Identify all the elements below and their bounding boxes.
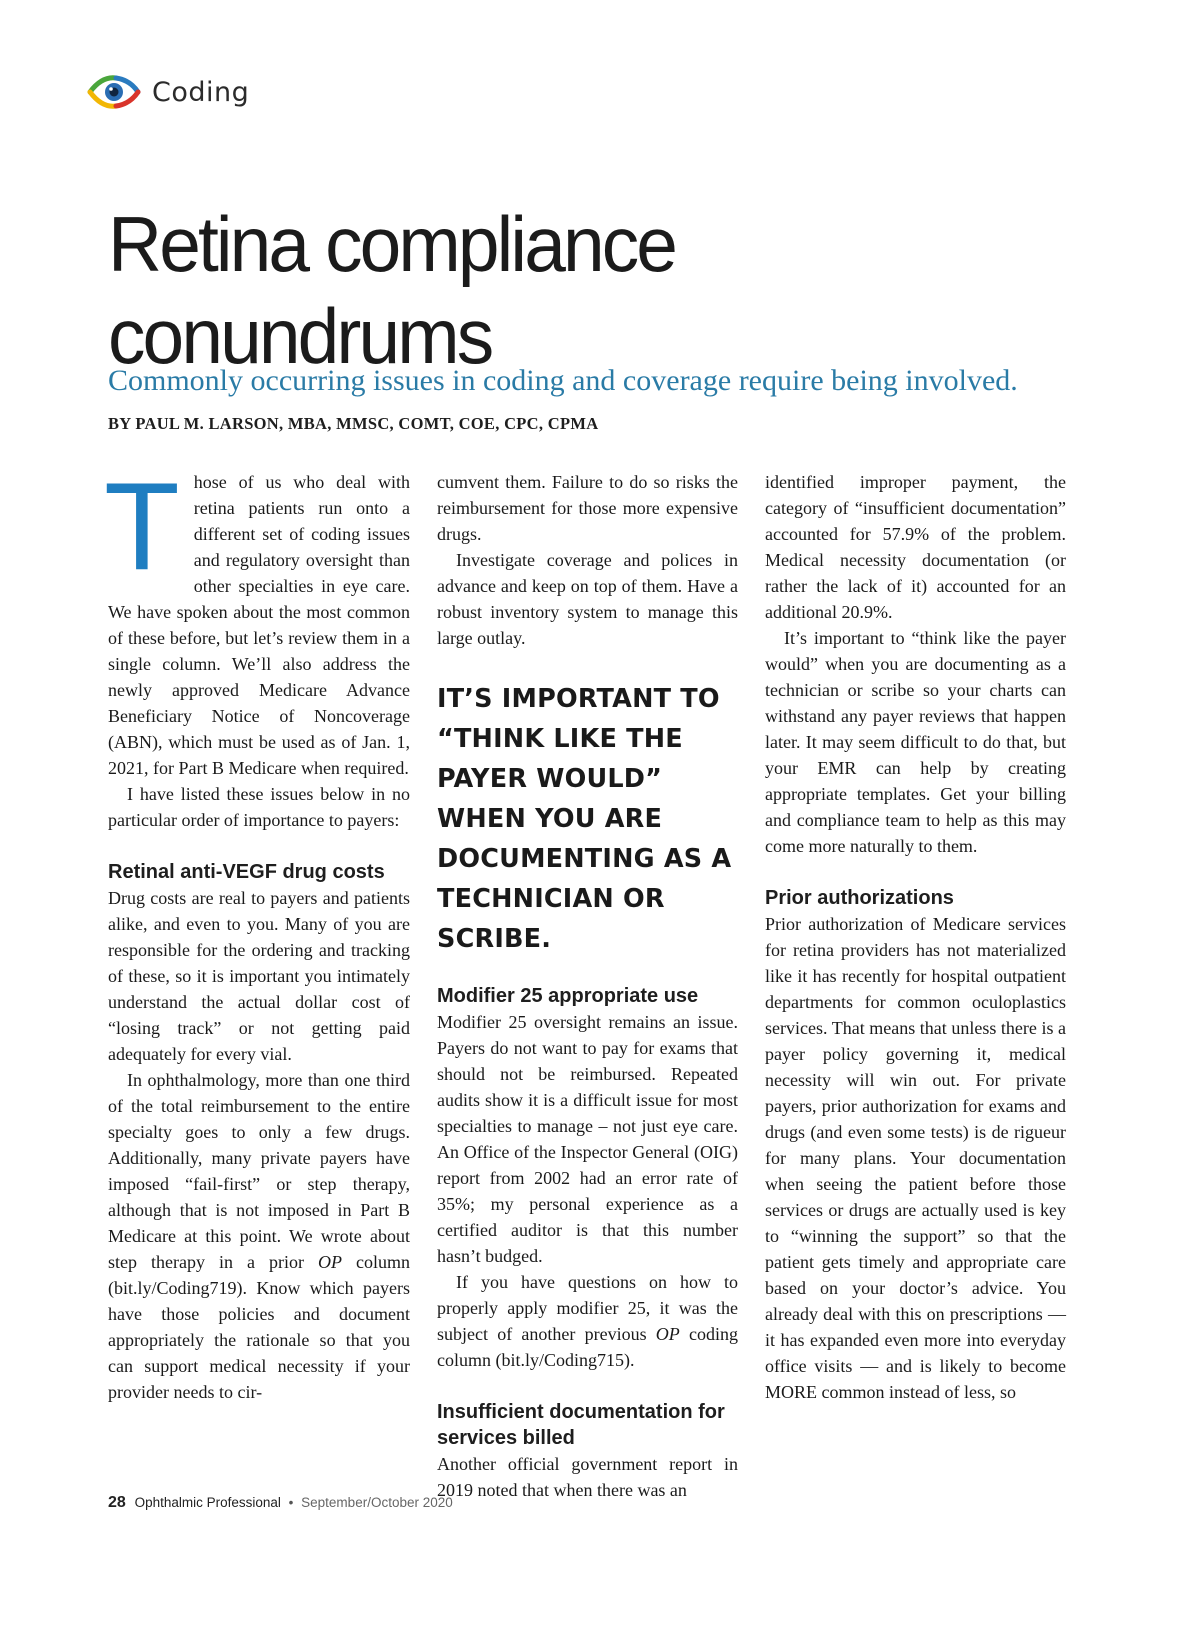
section-heading: Insufficient documentation for services billed [437,1401,725,1449]
intro-paragraph [104,458,410,781]
paragraph: identified improper payment, the category of “insufficient documentation” accounted for 57.9% of the problem. Medical necessity documentation (or rather the lack of it) accounted for an additional 20.9%. [765,472,1066,622]
section-heading: Retinal anti-VEGF drug costs [108,861,385,883]
pull-quote: IT’S IMPORTANT TO “THINK LIKE THE PAYER WOULD” WHEN YOU ARE DOCUMENTING AS A TECHNICIAN OR SCRIBE. [437,684,732,954]
column-2 [437,469,738,1503]
column-1 [104,458,410,1405]
article-title [108,198,972,382]
intro-text: hose of us who deal with retina patients run onto a different set of coding issues and regulatory oversight than other specialties in eye care. We have spoken about the most common of these before, but let’s review them in a single column. We’ll also address the newly approved Medicare Advance Beneficiary Notice of Noncoverage (ABN), which must be used as of Jan. 1, 2021, for Part B Medicare when required. [108,472,410,778]
paragraph: Another official government report in 2019 noted that when there was an [437,1454,738,1500]
issue-date: September/October 2020 [301,1495,453,1510]
paragraph: Investigate coverage and polices in advance and keep on top of them. Have a robust inventory system to manage this large outlay. [437,550,738,648]
paragraph: Drug costs are real to payers and patients alike, and even to you. Many of you are responsible for the ordering and tracking of these, so it is important you intimately understand the actual dollar cost of “losing track” or not getting paid adequately for every vial. [108,888,410,1064]
section-heading: Modifier 25 appropriate use [437,985,699,1007]
publication-abbrev: OP [318,1252,342,1272]
title-line-1: Retina compliance [108,200,676,288]
paragraph [108,1067,410,1405]
article-subtitle: Commonly occurring issues in coding and coverage require being involved. [108,364,1018,397]
column-3 [765,469,1066,1405]
paragraph: It’s important to “think like the payer would” when you are documenting as a technician or scribe so your charts can withstand any payer reviews that happen later. It may seem difficult to do that, but your EMR can help by creating appropriate templates. Get your billing and compliance team to help as this may come more naturally to them. [765,628,1066,856]
publication-abbrev: OP [655,1324,680,1344]
paragraph: Modifier 25 oversight remains an issue. Payers do not want to pay for exams that should not be reimbursed. Repeated audits show it is a difficult issue for most specialties to manage – not just eye care. An Office of the Inspector General (OIG) report from 2002 had an error rate of 35%; my personal experience as a certified auditor is that this number hasn’t budged. [437,1012,738,1266]
drop-cap: T [104,458,180,596]
paragraph-text: coding column (bit.ly/Coding715). [437,1324,738,1370]
paragraph: Prior authorization of Medicare services for retina providers has not materialized like it has recently for hospital outpatient departments for common oculoplastics services. That means that unless there is a payer policy governing it, medical necessity will win out. For private payers, prior authorization for exams and drugs (and even some tests) is de rigueur for many plans. Your documentation when seeing the patient before those services or drugs are actually used is key to “winning the support” so that the patient gets timely and appropriate care based on your doctor’s advice. You already deal with this on prescriptions — it has expanded even more into everyday office visits — and is likely to become MORE common instead of less, so [765,914,1066,1402]
paragraph [437,1269,738,1373]
eye-icon [86,72,142,112]
page-footer [108,1494,453,1512]
paragraph: I have listed these issues below in no particular order of importance to payers: [108,784,410,830]
section-label: Coding [152,76,250,108]
paragraph-text: If you have questions on how to properly apply modifier 25, it was the subject of another previous [437,1272,738,1344]
publication-name: Ophthalmic Professional [134,1495,281,1510]
paragraph-text: column (bit.ly/Coding719). Know which payers have those policies and document appropriately the rationale so that you can support medical necessity if your provider needs to cir- [108,1252,410,1402]
title-line-2: conundrums [108,292,492,380]
page-number: 28 [108,1494,126,1511]
paragraph: cumvent them. Failure to do so risks the reimbursement for those more expensive drugs. [437,472,738,544]
paragraph-text: In ophthalmology, more than one third of the total reimbursement to the entire specialty goes to only a few drugs. Additionally, many private payers have imposed “fail-first” or step therapy, although that is not imposed in Part B Medicare at this point. We wrote about step therapy in a prior [108,1070,410,1272]
section-heading: Prior authorizations [765,887,954,909]
separator: • [288,1495,294,1510]
section-header [86,70,249,114]
byline: BY PAUL M. LARSON, MBA, MMSC, COMT, COE, CPC, CPMA [108,414,599,433]
